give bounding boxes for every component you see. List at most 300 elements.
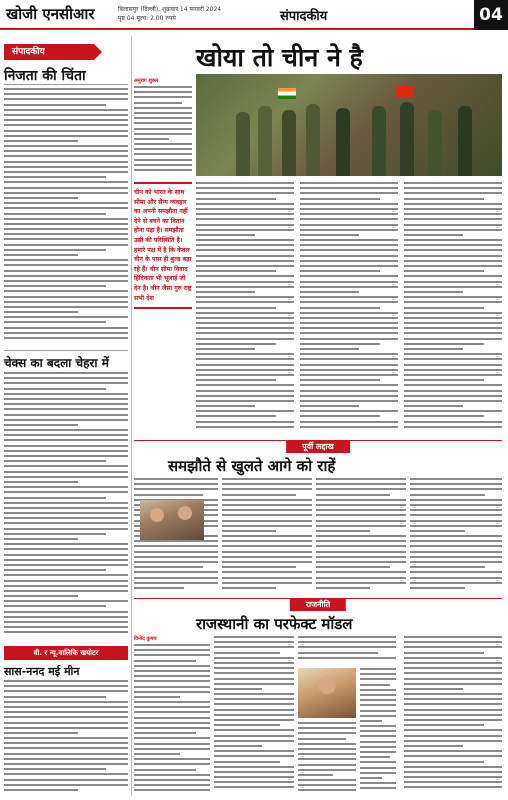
text-line [360, 782, 396, 784]
text-line [134, 743, 210, 745]
text-line [4, 600, 128, 602]
text-line [196, 192, 294, 194]
text-line [4, 585, 128, 587]
text-line [196, 198, 276, 200]
text-line [404, 719, 502, 721]
text-line [410, 483, 502, 485]
text-line [404, 683, 502, 685]
text-line [134, 138, 169, 140]
text-line [134, 784, 210, 786]
page-number: 04 [474, 0, 508, 30]
text-line [300, 229, 398, 231]
text-line [300, 234, 359, 236]
text-line [4, 213, 106, 215]
text-line [214, 766, 294, 768]
text-line [316, 545, 406, 547]
text-line [300, 291, 359, 293]
text-line [4, 486, 128, 488]
text-line [4, 616, 128, 618]
section2-body-col3 [316, 478, 406, 594]
text-line [4, 450, 128, 452]
text-line [4, 398, 128, 400]
text-line [4, 680, 128, 682]
text-line [134, 478, 218, 480]
text-line [410, 499, 502, 501]
text-line [300, 275, 398, 277]
text-line [404, 667, 502, 669]
text-line [4, 393, 128, 395]
text-line [4, 768, 106, 770]
section-banner-politics [134, 598, 502, 612]
text-line [4, 192, 128, 194]
column-byline: वी. र न्यू.वालिकि खयोटर [4, 646, 128, 660]
text-line [196, 410, 294, 412]
second-article-body [4, 372, 128, 642]
text-line [300, 358, 398, 360]
section2-body-col4 [410, 478, 502, 594]
text-line [196, 234, 255, 236]
text-line [134, 153, 192, 155]
text-line [134, 686, 210, 688]
text-line [300, 421, 398, 423]
text-line [404, 182, 502, 184]
text-line [404, 698, 502, 700]
text-line [4, 119, 128, 121]
text-line [4, 711, 128, 713]
text-line [360, 741, 396, 743]
text-line [4, 382, 128, 384]
text-line [4, 316, 128, 318]
border-soldiers-photo [196, 74, 502, 176]
text-line [298, 732, 356, 734]
text-line [360, 684, 390, 686]
text-line [196, 322, 294, 324]
text-line [222, 478, 312, 480]
text-line [134, 571, 218, 573]
text-line [300, 192, 398, 194]
text-line [410, 556, 502, 558]
text-line [316, 499, 406, 501]
text-line [300, 410, 398, 412]
text-line [404, 208, 502, 210]
text-line [4, 789, 78, 791]
text-line [4, 742, 128, 744]
text-line [410, 494, 485, 496]
text-line [134, 665, 210, 667]
text-line [300, 384, 398, 386]
text-line [134, 711, 210, 713]
pull-quote: चीन को भारत के साथ सीमा और सैन्य व्यवहार का अपनी समझौता नहीं देने से बचने का वितान होना पड़ा है। समझौता उसी की परिस्थिति है। हमारे पक्ष में है कि केवल चीन के पास ही बुल्ड बढ़ा रहे हैं। चीन सीमा विवाद हिंदिकता भी भूलाई जी देन है। चीन जैसा गुरु राष्ट्र सभी देश [134, 182, 192, 309]
text-line [196, 239, 294, 241]
text-line [316, 488, 406, 490]
text-line [404, 740, 502, 742]
text-line [4, 538, 78, 540]
text-line [404, 415, 484, 417]
text-line [316, 587, 370, 589]
text-line [214, 641, 294, 643]
text-line [360, 668, 396, 670]
text-line [404, 384, 502, 386]
text-line [404, 693, 502, 695]
text-line [404, 327, 502, 329]
text-line [360, 710, 396, 712]
text-line [134, 143, 192, 145]
text-line [134, 112, 192, 114]
text-line [298, 774, 333, 776]
text-line [196, 421, 294, 423]
text-line [4, 429, 128, 431]
text-line [214, 688, 262, 690]
text-line [4, 491, 128, 493]
text-line [214, 781, 294, 783]
text-line [404, 338, 502, 340]
text-line [196, 260, 294, 262]
section3-body-col1 [134, 644, 210, 796]
text-line [4, 254, 78, 256]
text-line [298, 743, 356, 745]
text-line [316, 483, 406, 485]
text-line [404, 781, 502, 783]
text-line [404, 755, 502, 757]
soldier-figure [336, 108, 350, 176]
text-line [4, 543, 128, 545]
text-line [404, 786, 502, 788]
text-line [4, 301, 128, 303]
text-line [134, 107, 192, 109]
section3-body-col3b [360, 668, 396, 796]
text-line [134, 675, 210, 677]
text-line [316, 478, 406, 480]
text-line [134, 587, 184, 589]
text-line [360, 725, 396, 727]
text-line [410, 561, 502, 563]
text-line [360, 699, 396, 701]
text-line [4, 773, 128, 775]
text-line [4, 197, 78, 199]
text-line [404, 652, 484, 654]
text-line [134, 102, 182, 104]
text-line [196, 358, 294, 360]
text-line [410, 577, 502, 579]
text-line [4, 155, 128, 157]
text-line [4, 93, 128, 95]
text-line [134, 727, 210, 729]
text-line [4, 716, 128, 718]
text-line [214, 636, 294, 638]
text-line [134, 779, 210, 781]
text-line [4, 327, 128, 329]
text-line [4, 522, 128, 524]
text-line [300, 270, 380, 272]
text-line [214, 771, 294, 773]
text-line [4, 621, 128, 623]
text-line [134, 732, 196, 734]
soldier-figure [258, 106, 272, 176]
text-line [404, 771, 502, 773]
text-line [134, 660, 196, 662]
section3-body-col2 [214, 636, 294, 796]
text-line [404, 286, 502, 288]
text-line [360, 694, 396, 696]
text-line [404, 218, 502, 220]
text-line [316, 535, 406, 537]
text-line [404, 761, 484, 763]
text-line [214, 698, 294, 700]
text-line [196, 317, 294, 319]
text-line [4, 285, 106, 287]
text-line [404, 224, 502, 226]
text-line [404, 410, 502, 412]
text-line [404, 374, 502, 376]
text-line [196, 301, 294, 303]
text-line [410, 587, 465, 589]
section3-body-col3a [298, 636, 396, 666]
text-line [404, 312, 502, 314]
text-line [360, 761, 396, 763]
text-line [316, 530, 370, 532]
text-line [4, 166, 128, 168]
section3-body-col3c [298, 722, 356, 796]
text-line [4, 264, 128, 266]
person-head [318, 676, 336, 694]
text-line [300, 379, 380, 381]
soldier-figure [236, 112, 250, 176]
text-line [4, 408, 128, 410]
text-line [196, 390, 294, 392]
text-line [134, 758, 210, 760]
text-line [214, 786, 294, 788]
text-line [4, 187, 128, 189]
text-line [134, 769, 196, 771]
section2-body-col2 [222, 478, 312, 594]
text-line [222, 561, 312, 563]
text-line [196, 312, 294, 314]
text-line [4, 223, 128, 225]
text-line [134, 148, 192, 150]
text-line [300, 213, 398, 215]
text-line [4, 414, 128, 416]
editorial-body [4, 88, 128, 346]
text-line [410, 525, 502, 527]
main-author: अनुराग शुक्ल [134, 78, 159, 84]
text-line [222, 530, 276, 532]
text-line [404, 709, 502, 711]
text-line [4, 631, 128, 633]
text-line [404, 641, 502, 643]
text-line [404, 662, 502, 664]
text-line [222, 494, 296, 496]
text-line [300, 353, 398, 355]
text-line [4, 502, 128, 504]
person-head [178, 506, 192, 520]
text-line [4, 605, 106, 607]
text-line [4, 140, 78, 142]
text-line [298, 764, 356, 766]
text-line [404, 390, 502, 392]
text-line [222, 577, 312, 579]
text-line [404, 714, 502, 716]
text-line [410, 545, 502, 547]
text-line [298, 784, 356, 786]
text-line [298, 652, 378, 654]
text-line [214, 729, 294, 731]
text-line [222, 525, 312, 527]
text-line [214, 709, 294, 711]
text-line [134, 644, 210, 646]
text-line [404, 343, 484, 345]
text-line [222, 514, 312, 516]
text-line [196, 338, 294, 340]
text-line [4, 753, 128, 755]
text-line [316, 494, 390, 496]
text-line [316, 571, 406, 573]
text-line [214, 761, 280, 763]
text-line [316, 556, 406, 558]
column-divider [131, 36, 132, 796]
text-line [4, 574, 128, 576]
text-line [298, 748, 356, 750]
text-line [4, 548, 128, 550]
text-line [4, 722, 128, 724]
text-line [4, 114, 128, 116]
text-line [214, 683, 294, 685]
text-line [134, 701, 210, 703]
text-line [134, 164, 192, 166]
text-line [410, 488, 502, 490]
text-line [404, 776, 502, 778]
text-line [4, 171, 128, 173]
text-line [300, 301, 398, 303]
text-line [298, 779, 356, 781]
text-line [4, 497, 106, 499]
text-line [134, 540, 218, 542]
banner-label: राजनीति [290, 598, 346, 611]
text-line [300, 426, 398, 428]
text-line [360, 678, 396, 680]
divider [4, 350, 128, 351]
text-line [316, 577, 406, 579]
text-line [196, 265, 294, 267]
text-line [214, 714, 294, 716]
text-line [404, 187, 502, 189]
text-line [196, 364, 294, 366]
text-line [196, 244, 294, 246]
text-line [222, 520, 312, 522]
banner-label: पूर्वी लद्दाख [286, 440, 350, 453]
text-line [404, 426, 502, 428]
text-line [300, 198, 380, 200]
text-line [300, 400, 398, 402]
editorial-title: निजता की चिंता [4, 68, 86, 84]
text-line [404, 364, 502, 366]
text-line [134, 133, 192, 135]
text-line [404, 405, 463, 407]
text-line [134, 91, 192, 93]
main-body-col2 [300, 182, 398, 436]
text-line [196, 343, 276, 345]
text-line [316, 582, 406, 584]
text-line [300, 327, 398, 329]
text-line [134, 545, 218, 547]
text-line [4, 238, 128, 240]
text-line [134, 169, 192, 171]
text-line [300, 343, 380, 345]
text-line [4, 228, 128, 230]
text-line [134, 117, 192, 119]
text-line [196, 426, 294, 428]
text-line [4, 403, 128, 405]
text-line [410, 514, 502, 516]
text-line [134, 737, 210, 739]
text-line [404, 296, 502, 298]
text-line [4, 259, 128, 261]
text-line [404, 745, 463, 747]
text-line [404, 270, 484, 272]
text-line [404, 239, 502, 241]
text-line [196, 296, 294, 298]
text-line [134, 789, 210, 791]
text-line [404, 203, 502, 205]
text-line [300, 312, 398, 314]
text-line [196, 415, 276, 417]
soldier-figure [428, 110, 442, 176]
text-line [404, 750, 502, 752]
text-line [4, 145, 128, 147]
text-line [214, 646, 294, 648]
text-line [300, 317, 398, 319]
text-line [298, 738, 346, 740]
text-line [404, 688, 463, 690]
text-line [4, 763, 128, 765]
issue-price: पृष्ठ 04 मूल्य: 2.00 रुपये [118, 15, 176, 22]
text-line [222, 499, 312, 501]
text-line [300, 322, 398, 324]
text-line [404, 301, 502, 303]
text-line [4, 460, 106, 462]
text-line [196, 286, 294, 288]
text-line [4, 595, 78, 597]
text-line [298, 753, 356, 755]
text-line [214, 745, 262, 747]
text-line [134, 774, 210, 776]
text-line [196, 182, 294, 184]
text-line [4, 507, 128, 509]
text-line [4, 270, 128, 272]
text-line [300, 286, 398, 288]
text-line [404, 729, 502, 731]
text-line [4, 696, 106, 698]
text-line [4, 207, 128, 209]
text-line [4, 306, 128, 308]
text-line [4, 321, 106, 323]
text-line [4, 445, 128, 447]
text-line [300, 239, 398, 241]
text-line [404, 724, 484, 726]
text-line [196, 332, 294, 334]
main-body-col0 [134, 86, 192, 178]
text-line [196, 374, 294, 376]
text-line [222, 488, 312, 490]
text-line [300, 296, 398, 298]
text-line [404, 291, 463, 293]
text-line [196, 291, 255, 293]
text-line [4, 419, 128, 421]
text-line [360, 787, 396, 789]
text-line [360, 746, 396, 748]
text-line [134, 691, 210, 693]
text-line [4, 465, 128, 467]
masthead [0, 0, 508, 30]
